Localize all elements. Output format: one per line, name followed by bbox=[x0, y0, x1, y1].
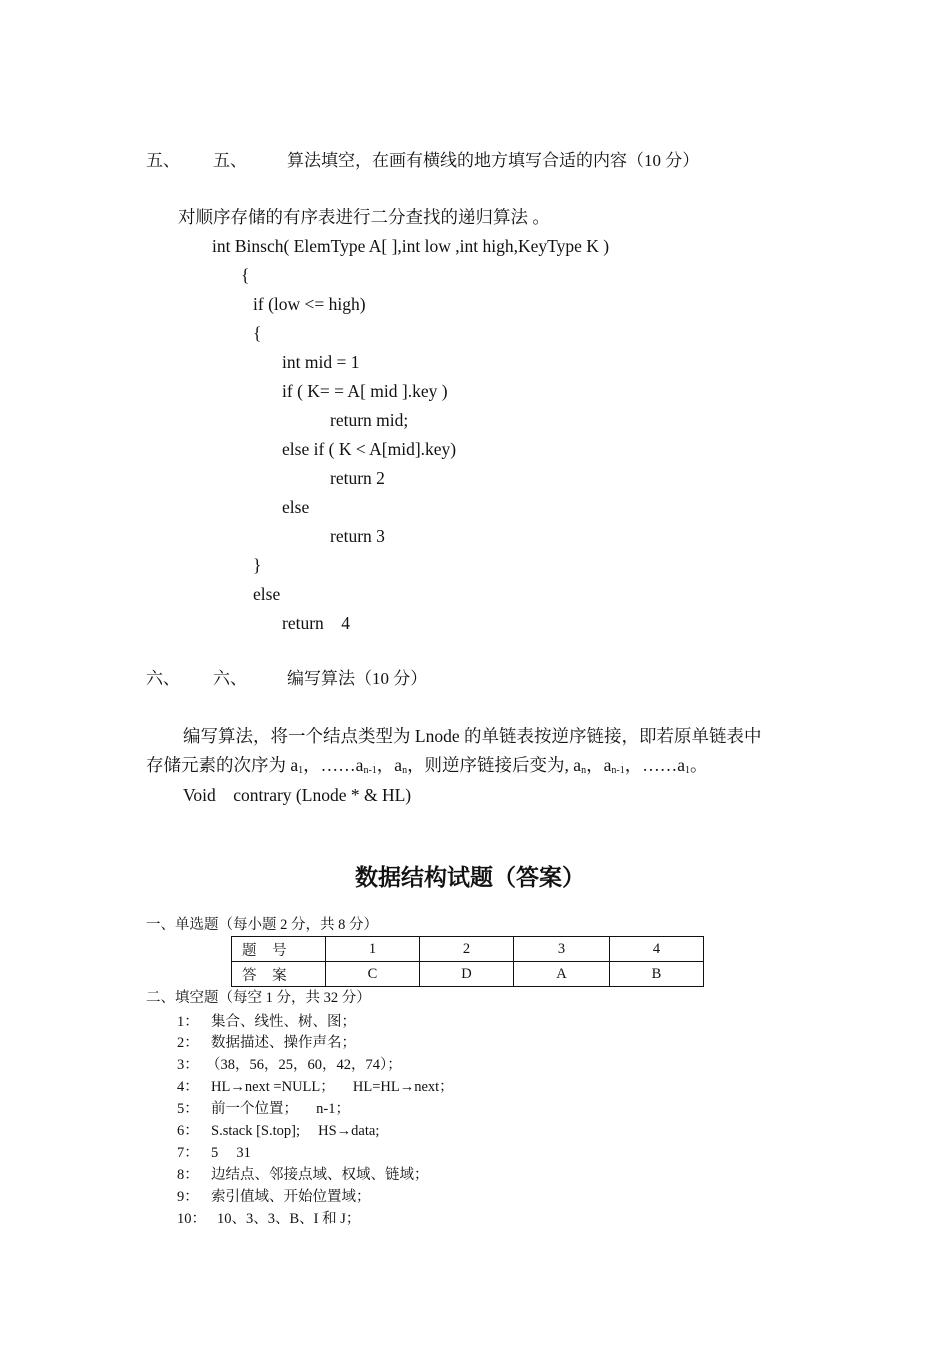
list-item: 数据描述、操作声名； bbox=[211, 1035, 356, 1051]
code-line: else bbox=[253, 584, 281, 604]
function-signature: Void contrary (Lnode * & HL) bbox=[183, 785, 412, 805]
table-cell: 3 bbox=[514, 937, 610, 962]
code-line: { bbox=[253, 323, 262, 343]
code-line: int mid = 1 bbox=[282, 352, 360, 372]
list-item-number: 7： bbox=[177, 1145, 199, 1161]
list-item-number: 3： bbox=[177, 1057, 199, 1073]
list-item: 边结点、邻接点域、权域、链域； bbox=[211, 1167, 429, 1183]
code-line: return 3 bbox=[330, 526, 385, 546]
list-item: S.stack [S.top]; HS→data; bbox=[211, 1123, 380, 1139]
table-row-label: 答 案 bbox=[232, 962, 326, 987]
list-item: 集合、线性、树、图； bbox=[211, 1014, 356, 1030]
list-item-number: 6： bbox=[177, 1123, 199, 1139]
table-cell: D bbox=[420, 962, 514, 987]
list-item: 5 31 bbox=[211, 1145, 251, 1161]
code-line: return 2 bbox=[330, 468, 385, 488]
code-line: } bbox=[253, 555, 262, 575]
section5-intro: 对顺序存储的有序表进行二分查找的递归算法 。 bbox=[178, 207, 550, 227]
section6-heading: 编写算法（10 分） bbox=[287, 669, 428, 688]
table-cell: A bbox=[514, 962, 610, 987]
section5-heading: 算法填空，在画有横线的地方填写合适的内容（10 分） bbox=[287, 151, 700, 170]
list-item-number: 5： bbox=[177, 1101, 199, 1117]
section6-paragraph-line1: 编写算法，将一个结点类型为 Lnode 的单链表按逆序链接，即若原单链表中 bbox=[183, 726, 762, 746]
section6-paragraph-line2: 存储元素的次序为 $a_1$，$\dots\dots a_{n-1}$，$a_n$，则逆序链接后变为, $a_n$，$a_{n-1}$，$\dots\dots a_1$。 bbox=[146, 755, 708, 776]
table-row-label: 题 号 bbox=[232, 937, 326, 962]
section5-number-repeat: 五、 bbox=[213, 151, 247, 170]
code-line: int Binsch( ElemType A[ ],int low ,int high,KeyType K ) bbox=[212, 236, 610, 256]
table-cell: 4 bbox=[610, 937, 704, 962]
list-item: 索引值域、开始位置域； bbox=[211, 1189, 371, 1205]
section5-number: 五、 bbox=[146, 151, 180, 170]
list-item-number: 1： bbox=[177, 1014, 199, 1030]
code-line: if (low <= high) bbox=[253, 294, 366, 314]
table-cell: 2 bbox=[420, 937, 514, 962]
table-row bbox=[232, 962, 704, 987]
table-cell: 1 bbox=[326, 937, 420, 962]
list-item-number: 9： bbox=[177, 1189, 199, 1205]
part2-heading: 二、填空题（每空 1 分，共 32 分） bbox=[146, 990, 371, 1006]
list-item: HL→next =NULL； HL=HL→next； bbox=[211, 1079, 454, 1095]
list-item-number: 2： bbox=[177, 1035, 199, 1051]
code-line: return mid; bbox=[330, 410, 409, 430]
list-item: 前一个位置； n-1； bbox=[211, 1101, 350, 1117]
list-item: 10、3、3、B、I 和 J； bbox=[217, 1211, 361, 1227]
code-line: else bbox=[282, 497, 310, 517]
part1-heading: 一、单选题（每小题 2 分，共 8 分） bbox=[146, 917, 378, 933]
code-line: { bbox=[241, 265, 250, 285]
table-row bbox=[232, 937, 704, 962]
list-item-number: 8： bbox=[177, 1167, 199, 1183]
table-cell: C bbox=[326, 962, 420, 987]
code-line: return 4 bbox=[282, 613, 351, 633]
answers-title: 数据结构试题（答案） bbox=[355, 865, 585, 891]
list-item-number: 10： bbox=[177, 1211, 206, 1227]
code-line: else if ( K < A[mid].key) bbox=[282, 439, 457, 459]
table-cell: B bbox=[610, 962, 704, 987]
list-item: （38，56，25，60，42，74）； bbox=[206, 1057, 402, 1073]
section6-number: 六、 bbox=[146, 669, 180, 688]
section6-number-repeat: 六、 bbox=[213, 669, 247, 688]
list-item-number: 4： bbox=[177, 1079, 199, 1095]
answer-table bbox=[231, 936, 704, 987]
code-line: if ( K= = A[ mid ].key ) bbox=[282, 381, 448, 401]
